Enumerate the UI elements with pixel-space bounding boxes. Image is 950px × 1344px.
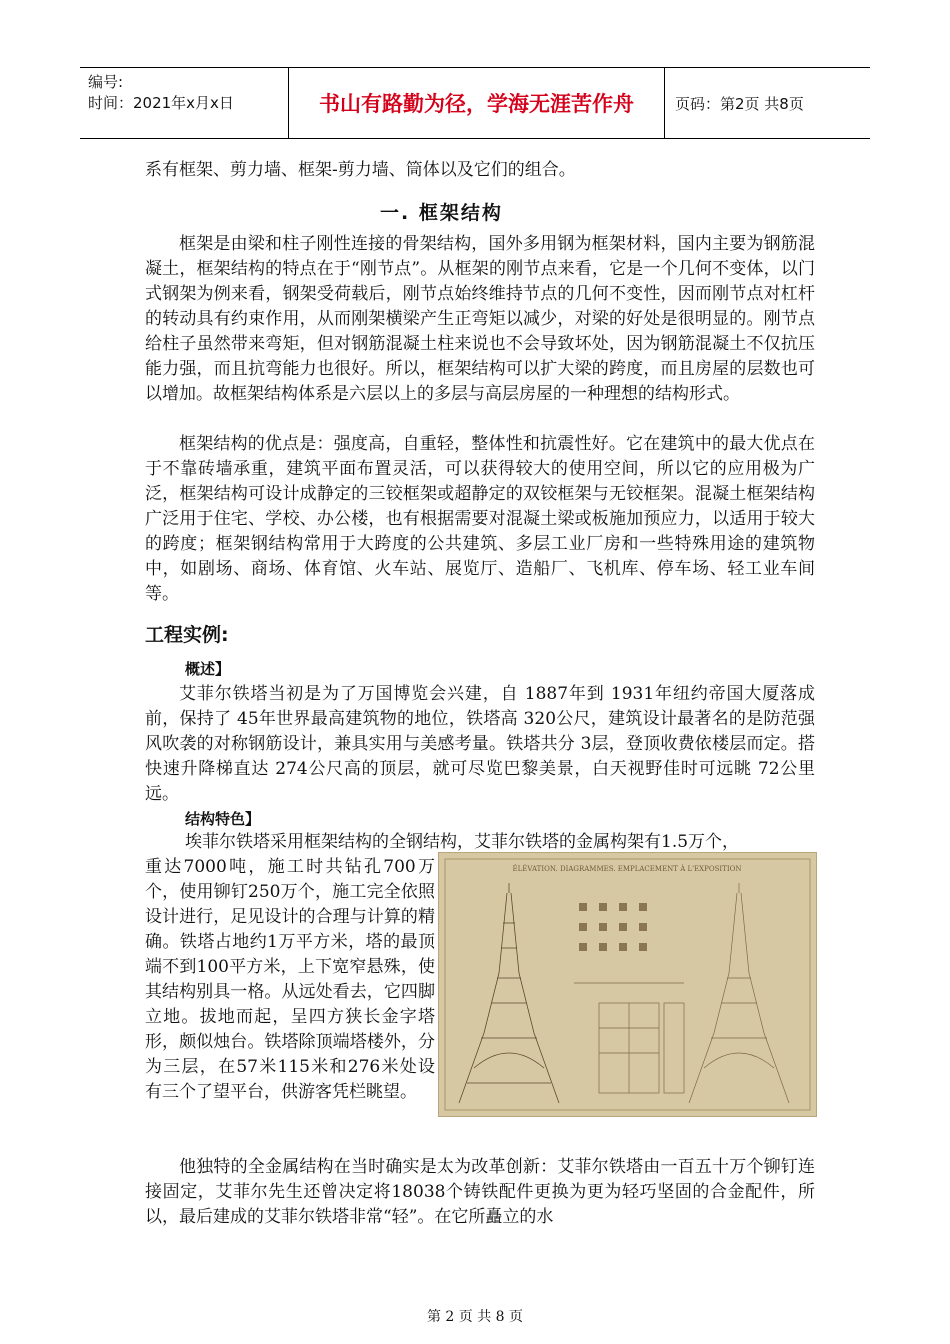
page-footer: 第 2 页 共 8 页 [426, 1309, 524, 1325]
overview-heading: 概述】 [185, 660, 231, 678]
header-meta [80, 68, 288, 138]
eiffel-elevation-illustration [439, 853, 816, 1116]
section-title: 一. 框架结构 [380, 202, 503, 224]
feature-wrapped-text: 重达7000吨，施工时共钻孔700万个，使用铆钉250万个，施工完全依照设计进行，足见设计的合理与计算的精确。铁塔占地约1万平方米，塔的最顶端不到100平方米，上下宽窄悬殊，使其结构别具一格。从远处看去，它四脚立地。拔地而起，呈四方狭长金字塔形，颇似烛台。铁塔除顶端塔楼外，分为三层，在57米115米和276米处设有三个了望平台，供游客凭栏眺望。 [145, 857, 435, 1102]
paragraph-eiffel-structure: 他独特的全金属结构在当时确实是太为改革创新：艾菲尔铁塔由一百五十万个铆钉连接固定，艾菲尔先生还曾决定将18038个铸铁配件更换为更为轻巧坚固的合金配件，所以，最后建成的艾菲尔铁塔非常“轻”。在它所矗立的水 [145, 1157, 815, 1227]
page-header [80, 67, 870, 139]
example-heading: 工程实例: [145, 624, 229, 646]
feature-first-line: 埃菲尔铁塔采用框架结构的全钢结构，艾菲尔铁塔的金属构架有1.5万个， [185, 832, 740, 852]
overview-paragraph: 艾菲尔铁塔当初是为了万国博览会兴建，自 1887年到 1931年纽约帝国大厦落成前，保持了 45年世界最高建筑物的地位，铁塔高 320公尺，建筑设计最著名的是防范强风吹袭的对称钢筋设计，兼具实用与美感考量。铁塔共分 3层，登顶收费依楼层而定。搭快速升降梯直达 274公尺高的顶层，就可尽览巴黎美景，白天视野佳时可远眺 72公里远。 [145, 684, 815, 804]
header-motto: 书山有路勤为径，学海无涯苦作舟 [288, 68, 665, 138]
paragraph-frame-advantages: 框架结构的优点是：强度高，自重轻，整体性和抗震性好。它在建筑中的最大优点在于不靠砖墙承重，建筑平面布置灵活，可以获得较大的使用空间，所以它的应用极为广泛，框架结构可设计成静定的三铰框架或超静定的双铰框架与无铰框架。混凝土框架结构广泛用于住宅、学校、办公楼，也有根据需要对混凝土梁或板施加预应力，以适用于较大的跨度；框架钢结构常用于大跨度的公共建筑、多层工业厂房和一些特殊用途的建筑物中，如剧场、商场、体育馆、火车站、展览厅、造船厂、飞机库、停车场、轻工业车间等。 [145, 434, 815, 604]
intro-line: 系有框架、剪力墙、框架-剪力墙、筒体以及它们的组合。 [145, 160, 576, 180]
paragraph-frame-definition: 框架是由梁和柱子刚性连接的骨架结构，国外多用钢为框架材料，国内主要为钢筋混凝土，框架结构的特点在于“刚节点”。从框架的刚节点来看，它是一个几何不变体，以门式钢架为例来看，钢架受荷载后，刚节点始终维持节点的几何不变性，因而刚节点对杠杆的转动具有约束作用，从而刚架横梁产生正弯矩以减少，对梁的好处是很明显的。刚节点给柱子虽然带来弯矩，但对钢筋混凝土柱来说也不会导致坏处，因为钢筋混凝土不仅抗压能力强，而且抗弯能力也很好。所以，框架结构可以扩大梁的跨度，而且房屋的层数也可以增加。故框架结构体系是六层以上的多层与高层房屋的一种理想的结构形式。 [145, 234, 815, 404]
header-number-label: 编号: [88, 73, 124, 91]
eiffel-tower-drawing [438, 852, 817, 1117]
feature-heading: 结构特色】 [185, 810, 261, 828]
header-page-label: 页码：第2页 共8页 [675, 94, 804, 113]
figure-caption: ÉLÉVATION. DIAGRAMMES. EMPLACEMENT À L'EXPOSITION [512, 865, 742, 873]
header-date-label: 时间：2021年x月x日 [88, 94, 234, 112]
